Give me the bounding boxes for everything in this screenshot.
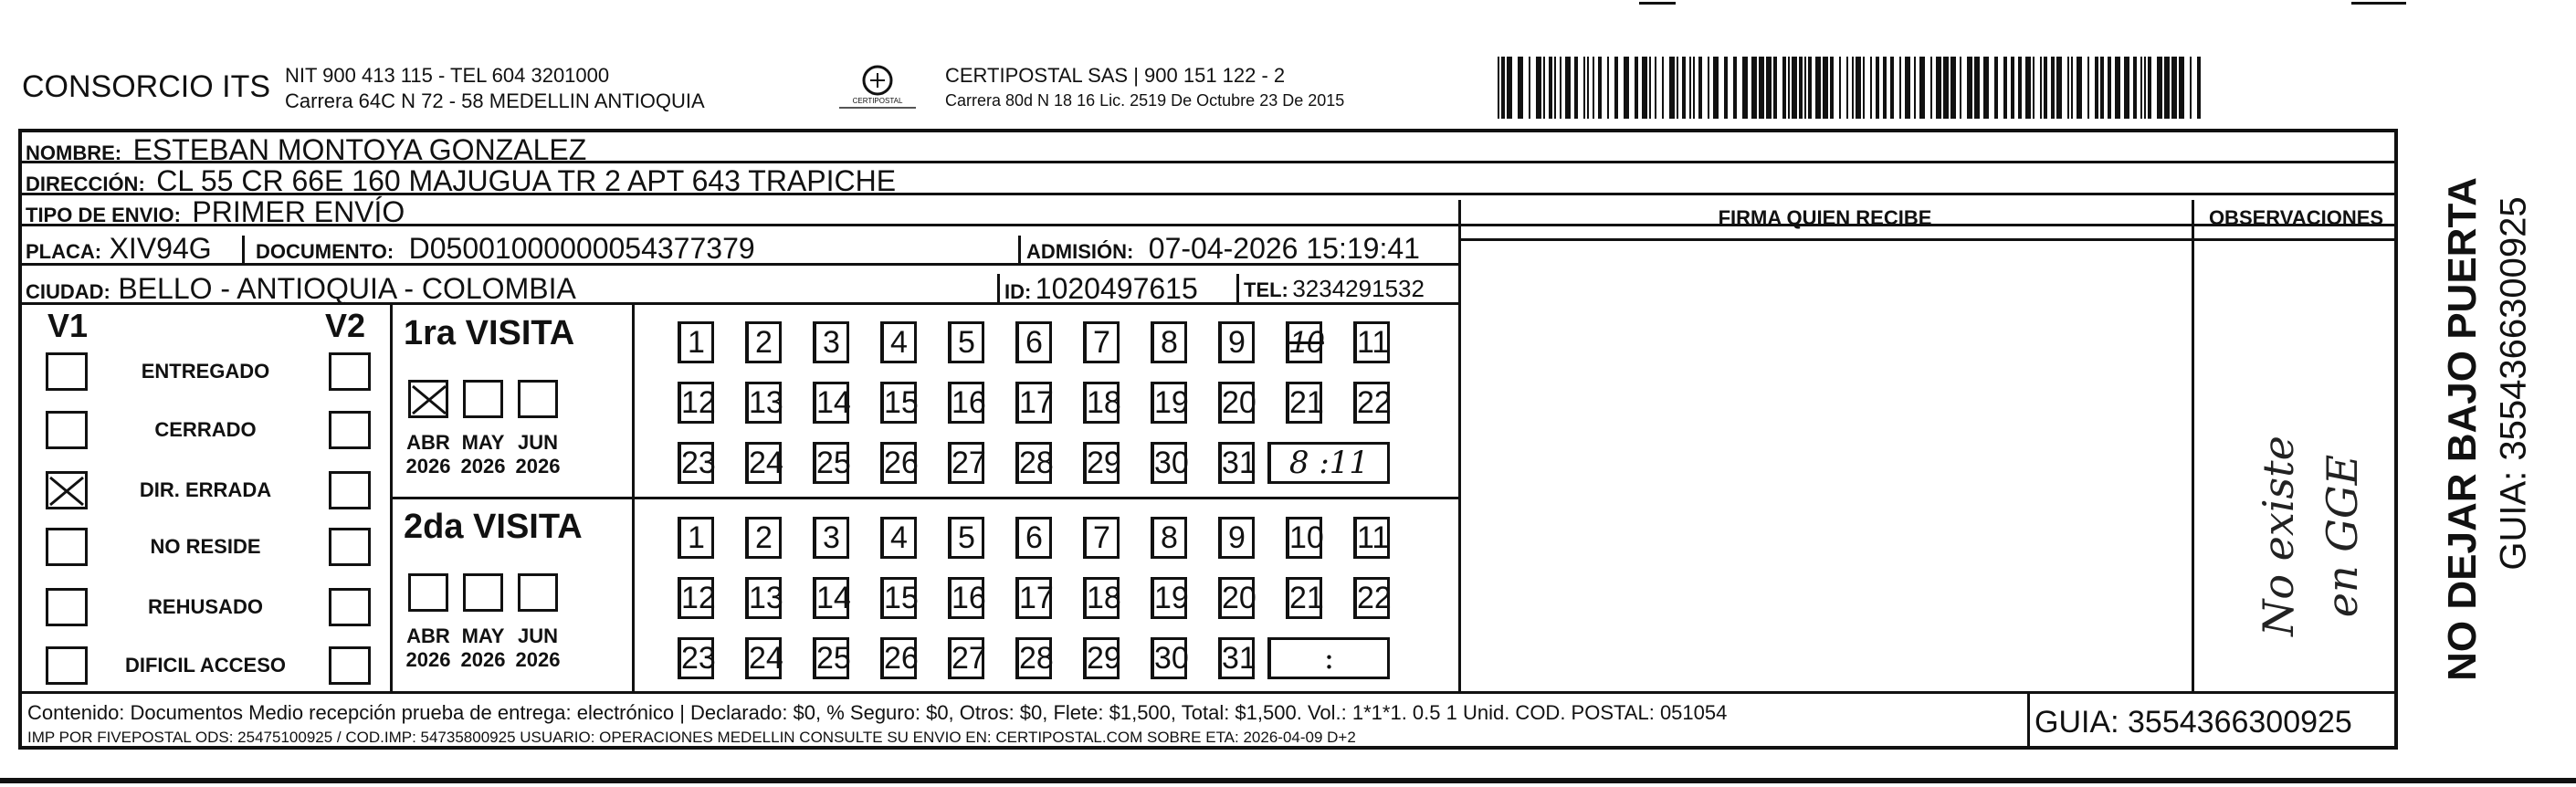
day-box[interactable]: 6 (1015, 321, 1052, 363)
day-box[interactable]: 3 (813, 321, 849, 363)
nombre-field (26, 133, 586, 167)
day-box[interactable]: 16 (948, 577, 984, 619)
v2-header: V2 (325, 307, 366, 344)
barcode-bar (1863, 57, 1865, 119)
barcode-bar (1574, 57, 1578, 119)
barcode-bar (1583, 57, 1585, 119)
sender-name: CONSORCIO ITS (22, 69, 271, 104)
day-box[interactable]: 4 (880, 321, 917, 363)
barcode-bar (2144, 57, 2146, 119)
day-box[interactable]: 23 (678, 637, 714, 679)
day-box[interactable]: 14 (813, 382, 849, 424)
barcode-bar (1994, 57, 1998, 119)
day-box[interactable]: 26 (880, 442, 917, 484)
month-checkbox[interactable] (408, 380, 448, 418)
id-label: ID: (1004, 280, 1032, 303)
day-box[interactable]: 18 (1083, 577, 1120, 619)
sender-address: Carrera 64C N 72 - 58 MEDELLIN ANTIOQUIA (285, 89, 705, 112)
placa-value: XIV94G (109, 232, 212, 265)
day-box[interactable]: 20 (1218, 382, 1255, 424)
first-visit-title: 1ra VISITA (404, 314, 575, 352)
year-label: 2026 (405, 455, 451, 477)
month-checkbox[interactable] (463, 380, 503, 418)
barcode-bar (1890, 57, 1894, 119)
barcode-bar (2095, 57, 2098, 119)
barcode-bar (1782, 57, 1786, 119)
barcode-bar (1554, 57, 1556, 119)
barcode-bar (1919, 57, 1925, 119)
barcode-bar (1642, 57, 1647, 119)
barcode-bar (1846, 57, 1848, 119)
reason-label: DIFICIL ACCESO (124, 654, 286, 677)
v1-checkbox[interactable] (46, 471, 88, 509)
month-label: JUN (517, 624, 558, 647)
time-box[interactable]: : (1267, 637, 1390, 679)
month-label: MAY (461, 431, 505, 454)
handwritten-line-1: No existe (2254, 435, 2303, 636)
barcode-bar (1960, 57, 1961, 119)
barcode-bar (1788, 57, 1790, 119)
barcode-bar (1839, 57, 1841, 119)
tel-label: TEL: (1244, 278, 1288, 301)
v1-header: V1 (47, 307, 89, 344)
barcode-bar (2087, 57, 2089, 119)
barcode-bar (1693, 57, 1695, 119)
day-box[interactable]: 31 (1218, 442, 1255, 484)
month-label: ABR (406, 624, 450, 647)
day-box[interactable]: 23 (678, 442, 714, 484)
month-label: ABR (406, 431, 450, 454)
barcode-bar (1967, 57, 1972, 119)
day-box[interactable]: 11 (1353, 517, 1390, 559)
day-box[interactable]: 1 (678, 321, 714, 363)
barcode-bar (1587, 57, 1589, 119)
day-box[interactable]: 9 (1218, 517, 1255, 559)
barcode-bar (2071, 57, 2073, 119)
barcode-bar (1943, 57, 1949, 119)
barcode-bar (1689, 57, 1691, 119)
barcode-bar (1808, 57, 1812, 119)
day-box[interactable]: 7 (1083, 321, 1120, 363)
barcode-bar (1799, 57, 1803, 119)
direccion-field (26, 164, 896, 198)
barcode-bar (1593, 57, 1594, 119)
barcode-bar (1598, 57, 1602, 119)
barcode-bar (2179, 57, 2184, 119)
day-box[interactable]: 25 (813, 637, 849, 679)
v2-checkbox[interactable] (329, 588, 371, 626)
barcode-bar (1698, 57, 1702, 119)
v2-checkbox[interactable] (329, 411, 371, 449)
nombre-label: NOMBRE: (26, 142, 122, 164)
barcode-bar (1565, 57, 1571, 119)
barcode-bar (2044, 57, 2047, 119)
second-visit-title: 2da VISITA (404, 508, 583, 546)
barcode-bar (1759, 57, 1764, 119)
month-checkbox[interactable] (463, 573, 503, 612)
barcode-bar (2040, 57, 2042, 119)
day-box[interactable]: 7 (1083, 517, 1120, 559)
barcode-bar (1649, 57, 1651, 119)
barcode-bar (1815, 57, 1821, 119)
barcode-bar (1662, 57, 1664, 119)
barcode-bar (2115, 57, 2120, 119)
tipo-label: TIPO DE ENVIO: (26, 204, 181, 226)
side-notice: NO DEJAR BAJO PUERTA (2440, 177, 2485, 681)
barcode-bar (1677, 57, 1678, 119)
day-box[interactable]: 10 (1286, 517, 1322, 559)
month-checkbox[interactable] (518, 573, 558, 612)
reason-label: NO RESIDE (150, 535, 261, 558)
day-box[interactable]: 28 (1015, 637, 1052, 679)
barcode-bar (1792, 57, 1797, 119)
ciudad-label: CIUDAD: (26, 280, 110, 303)
barcode-bar (2133, 57, 2137, 119)
day-box[interactable]: 5 (948, 517, 984, 559)
id-field (1004, 272, 1198, 306)
day-box[interactable]: 15 (880, 577, 917, 619)
year-label: 2026 (515, 455, 561, 477)
day-box[interactable]: 18 (1083, 382, 1120, 424)
v2-checkbox[interactable] (329, 471, 371, 509)
placa-label: PLACA: (26, 240, 102, 263)
edge-mark (1639, 2, 1676, 5)
carrier-license: Carrera 80d N 18 16 Lic. 2519 De Octubre 23 De 2015 (945, 91, 1345, 110)
barcode-bar (1883, 57, 1887, 119)
barcode-bar (1518, 57, 1523, 119)
month-label: JUN (517, 431, 558, 454)
day-box[interactable]: 29 (1083, 442, 1120, 484)
barcode-bar (1804, 57, 1806, 119)
tipo-field (26, 195, 405, 229)
barcode-bar (1914, 57, 1916, 119)
day-box[interactable]: 12 (678, 382, 714, 424)
day-box[interactable]: 25 (813, 442, 849, 484)
day-box[interactable]: 29 (1083, 637, 1120, 679)
barcode-bar (1823, 57, 1828, 119)
reason-label: ENTREGADO (141, 360, 270, 383)
barcode (1498, 57, 2201, 121)
barcode-bar (1733, 57, 1737, 119)
barcode-bar (1724, 57, 1728, 119)
barcode-bar (2190, 57, 2192, 119)
year-label: 2026 (405, 648, 451, 671)
admision-label: ADMISIÓN: (1026, 240, 1134, 263)
day-box[interactable]: 31 (1218, 637, 1255, 679)
day-box[interactable]: 16 (948, 382, 984, 424)
barcode-bar (2051, 57, 2055, 119)
barcode-bar (1936, 57, 1941, 119)
barcode-bar (2164, 57, 2170, 119)
barcode-bar (1536, 57, 1541, 119)
day-box[interactable]: 12 (678, 577, 714, 619)
v2-checkbox[interactable] (329, 528, 371, 566)
day-box[interactable]: 30 (1151, 442, 1187, 484)
day-box[interactable]: 1 (678, 517, 714, 559)
barcode-bar (1655, 57, 1656, 119)
barcode-bar (1950, 57, 1956, 119)
day-box[interactable]: 27 (948, 637, 984, 679)
cut-line (0, 778, 2576, 783)
carrier-logo-text: CERTIPOSTAL (852, 97, 903, 105)
day-box[interactable]: 13 (745, 382, 782, 424)
barcode-bar (2003, 57, 2007, 119)
year-label: 2026 (515, 648, 561, 671)
firma-header: FIRMA QUIEN RECIBE (1718, 206, 1932, 229)
day-box[interactable]: 17 (1015, 382, 1052, 424)
barcode-bar (1713, 57, 1719, 119)
day-box[interactable]: 26 (880, 637, 917, 679)
month-checkbox[interactable] (518, 380, 558, 418)
day-box[interactable]: 9 (1218, 321, 1255, 363)
month-label: MAY (461, 624, 505, 647)
barcode-bar (2140, 57, 2142, 119)
day-box[interactable]: 2 (745, 321, 782, 363)
edge-mark (2351, 2, 2406, 5)
admision-value: 07-04-2026 15:19:41 (1148, 232, 1420, 265)
barcode-bar (1830, 57, 1834, 119)
side-guia: GUIA: 3554366300925 (2493, 196, 2534, 571)
barcode-bar (1498, 57, 1499, 119)
barcode-bar (1856, 57, 1861, 119)
barcode-bar (1529, 57, 1530, 119)
barcode-bar (1751, 57, 1757, 119)
barcode-bar (2056, 57, 2062, 119)
day-box[interactable]: 17 (1015, 577, 1052, 619)
barcode-bar (1974, 57, 1980, 119)
observaciones-header: OBSERVACIONES (2208, 206, 2384, 229)
reason-label: DIR. ERRADA (139, 478, 272, 501)
v1-checkbox[interactable] (46, 352, 88, 391)
barcode-bar (2197, 57, 2201, 119)
v2-checkbox[interactable] (329, 646, 371, 685)
barcode-bar (2077, 57, 2082, 119)
v1-checkbox[interactable] (46, 588, 88, 626)
day-box[interactable]: 11 (1353, 321, 1390, 363)
day-box[interactable]: 4 (880, 517, 917, 559)
day-box[interactable]: 20 (1218, 577, 1255, 619)
barcode-bar (1899, 57, 1901, 119)
day-box[interactable]: 3 (813, 517, 849, 559)
direccion-value: CL 55 CR 66E 160 MAJUGUA TR 2 APT 643 TRAPICHE (156, 164, 897, 197)
barcode-bar (1682, 57, 1686, 119)
day-box[interactable]: 19 (1151, 382, 1187, 424)
year-label: 2026 (460, 648, 506, 671)
barcode-bar (1501, 57, 1505, 119)
barcode-bar (2018, 57, 2022, 119)
barcode-bar (1549, 57, 1552, 119)
barcode-bar (1930, 57, 1932, 119)
handwritten-line-2: en GGE (2318, 454, 2367, 618)
day-box[interactable]: 6 (1015, 517, 1052, 559)
barcode-bar (1635, 57, 1638, 119)
barcode-bar (1624, 57, 1629, 119)
month-checkbox[interactable] (408, 573, 448, 612)
tel-value: 3234291532 (1292, 275, 1425, 302)
time-box[interactable]: 8 :11 (1267, 442, 1390, 484)
documento-value: D05001000000054377379 (408, 232, 755, 265)
barcode-bar (1876, 57, 1879, 119)
barcode-bar (1852, 57, 1854, 119)
documento-field (256, 232, 755, 266)
day-box[interactable]: 15 (880, 382, 917, 424)
carrier-name: CERTIPOSTAL SAS | 900 151 122 - 2 (945, 64, 1286, 87)
reason-label: CERRADO (154, 418, 257, 441)
id-value: 1020497615 (1035, 272, 1198, 305)
day-box[interactable]: 2 (745, 517, 782, 559)
handwritten-observation (2210, 365, 2392, 694)
day-box[interactable]: 21 (1286, 577, 1322, 619)
barcode-bar (1708, 57, 1709, 119)
barcode-bar (2025, 57, 2031, 119)
day-box[interactable]: 22 (1353, 382, 1390, 424)
footer-guia: GUIA: 3554366300925 (2035, 705, 2352, 740)
tipo-value: PRIMER ENVÍO (192, 195, 405, 228)
barcode-bar (2171, 57, 2177, 119)
direccion-label: DIRECCIÓN: (26, 173, 145, 195)
admision-field (1026, 232, 1420, 266)
documento-label: DOCUMENTO: (256, 240, 394, 263)
barcode-bar (1614, 57, 1618, 119)
barcode-bar (2067, 57, 2069, 119)
nombre-value: ESTEBAN MONTOYA GONZALEZ (132, 133, 587, 166)
day-box[interactable]: 19 (1151, 577, 1187, 619)
day-box[interactable]: 5 (948, 321, 984, 363)
day-box[interactable]: 28 (1015, 442, 1052, 484)
ciudad-field (26, 272, 576, 306)
sender-nit: NIT 900 413 115 - TEL 604 3201000 (285, 64, 610, 87)
barcode-bar (1773, 57, 1777, 119)
barcode-bar (2124, 57, 2129, 119)
barcode-bar (1607, 57, 1609, 119)
barcode-bar (1905, 57, 1910, 119)
day-box[interactable]: 27 (948, 442, 984, 484)
day-box[interactable]: 21 (1286, 382, 1322, 424)
year-label: 2026 (460, 455, 506, 477)
barcode-bar (2033, 57, 2035, 119)
ciudad-value: BELLO - ANTIOQUIA - COLOMBIA (118, 272, 576, 305)
barcode-bar (2108, 57, 2111, 119)
v1-checkbox[interactable] (46, 528, 88, 566)
day-box[interactable]: 13 (745, 577, 782, 619)
day-box[interactable]: 24 (745, 637, 782, 679)
day-box[interactable]: 10 (1286, 321, 1322, 363)
footer-contenido: Contenido: Documentos Medio recepción prueba de entrega: electrónico | Declarado: $0, % Seguro: $0, Otros: $0, Flete: $1,500, Total: $1,500. Vol.: 1*1*1. 0.5 1 Unid. COD. POSTAL: 051054 (27, 701, 1728, 724)
barcode-bar (1983, 57, 1989, 119)
v2-checkbox[interactable] (329, 352, 371, 391)
barcode-bar (2157, 57, 2162, 119)
barcode-bar (1507, 57, 1512, 119)
day-box[interactable]: 14 (813, 577, 849, 619)
day-box[interactable]: 30 (1151, 637, 1187, 679)
barcode-bar (1669, 57, 1675, 119)
day-box[interactable]: 8 (1151, 321, 1187, 363)
placa-field (26, 232, 212, 266)
certipostal-logo (836, 62, 920, 117)
barcode-bar (2011, 57, 2014, 119)
tel-field (1244, 275, 1425, 303)
footer-imp: IMP POR FIVEPOSTAL ODS: 25475100925 / COD.IMP: 54735800925 USUARIO: OPERACIONES MEDELLIN CONSULTE SU ENVIO EN: CERTIPOSTAL.COM SOBRE ETA: 2026-04-09 D+2 (27, 729, 1356, 746)
barcode-bar (2100, 57, 2104, 119)
day-box[interactable]: 24 (745, 442, 782, 484)
day-box[interactable]: 8 (1151, 517, 1187, 559)
reason-label: REHUSADO (148, 595, 263, 618)
barcode-bar (1543, 57, 1545, 119)
v1-checkbox[interactable] (46, 411, 88, 449)
barcode-bar (1560, 57, 1561, 119)
barcode-bar (2148, 57, 2151, 119)
barcode-bar (1742, 57, 1748, 119)
barcode-bar (1766, 57, 1772, 119)
day-box[interactable]: 22 (1353, 577, 1390, 619)
barcode-bar (1870, 57, 1872, 119)
v1-checkbox[interactable] (46, 646, 88, 685)
